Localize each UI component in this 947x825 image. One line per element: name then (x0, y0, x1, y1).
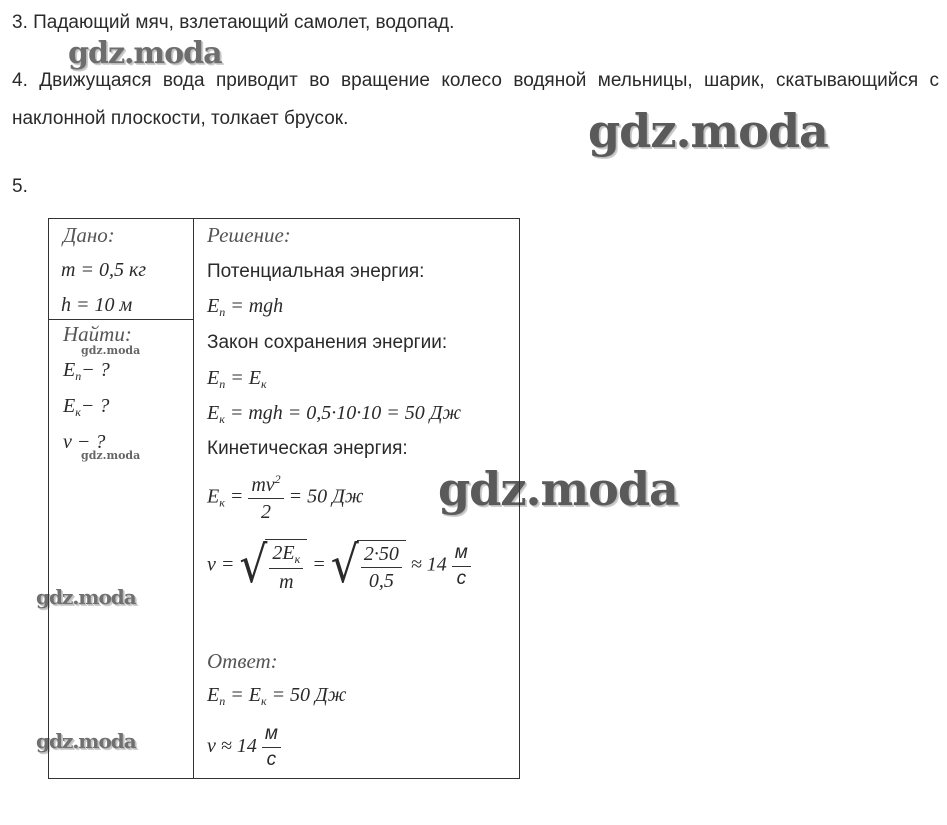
watermark: gdz.moda (68, 36, 222, 71)
answer-velocity: v ≈ 14 $\frac{м}{с}$ (207, 724, 281, 771)
find-kinetic-energy: $E_к-$ ? (63, 395, 110, 419)
answer-energy: $E_п = E_к = 50$ Дж (207, 684, 347, 708)
watermark: gdz.moda (36, 585, 136, 609)
conservation-equation: $E_п = E_к$ (207, 367, 267, 391)
paragraph-3: 3. Падающий мяч, взлетающий самолет, водопад. (12, 12, 455, 33)
watermark: gdz.moda (81, 449, 141, 462)
watermark: gdz.moda (588, 104, 828, 158)
unit-fraction: $\frac{м}{с}$ (262, 724, 281, 771)
square-root: √ $\frac{2\cdot 50}{0,5}$ (331, 540, 406, 592)
conservation-label: Закон сохранения энергии: (207, 332, 448, 353)
solution-header: Решение: (207, 223, 291, 247)
paragraph-4: 4. Движущаяся вода приводит во вращение колесо водяной мельницы, шарик, скатывающийся с наклонной плоскости, толкает брусок. (12, 70, 939, 129)
square-root: √ $\frac{2E_к}{m}$ (239, 539, 307, 593)
given-header: Дано: (63, 223, 115, 247)
velocity-formula: v = √ $\frac{2E_к}{m}$ = √ $\frac{2\cdot 50}{0,5}$ ≈ 14 $\frac{м}{с}$ (207, 539, 471, 593)
paragraph-5: 5. (12, 176, 28, 197)
watermark: gdz.moda (438, 462, 678, 516)
find-header: Найти: (63, 322, 132, 346)
watermark: gdz.moda (81, 344, 141, 357)
potential-energy-label: Потенциальная энергия: (207, 261, 425, 282)
given-mass: m = 0,5 кг (61, 259, 147, 281)
answer-header: Ответ: (207, 649, 278, 673)
find-potential-energy: $E_п-$ ? (63, 359, 110, 383)
watermark: gdz.moda (36, 729, 136, 753)
solution-table (48, 218, 520, 779)
potential-energy-formula: $E_п$ = mgh (207, 295, 284, 319)
table-divider (193, 219, 194, 778)
table-divider (49, 319, 193, 320)
given-height: h = 10 м (61, 294, 133, 316)
unit-fraction: $\frac{м}{с}$ (452, 543, 471, 590)
fraction: $\frac{mv^2}{2}$ (248, 473, 283, 523)
kinetic-energy-label: Кинетическая энергия: (207, 438, 408, 459)
find-velocity: v − ? (63, 431, 106, 453)
kinetic-energy-formula: $E_к$ = $\frac{mv^2}{2}$ = 50 Дж (207, 472, 364, 523)
kinetic-energy-calculation: $E_к$ = mgh = 0,5·10·10 = 50 Дж (207, 402, 462, 426)
